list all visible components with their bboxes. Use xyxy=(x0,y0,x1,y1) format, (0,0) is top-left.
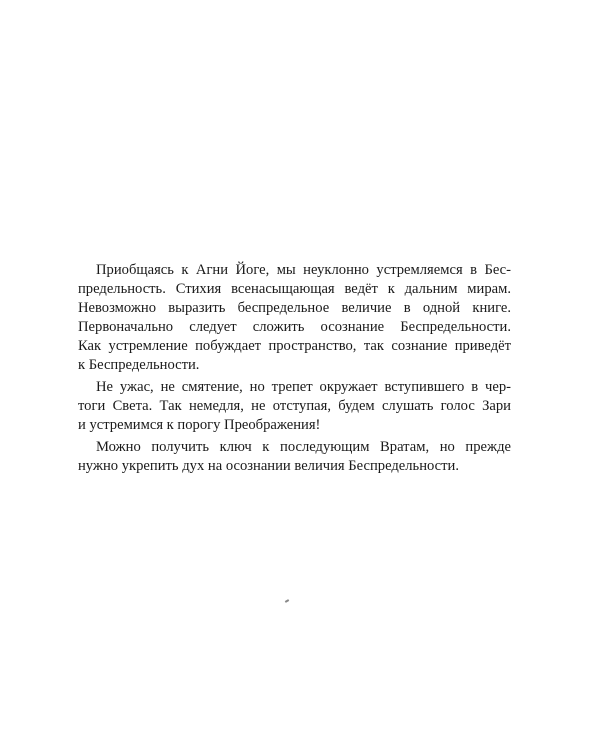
paragraph-3 xyxy=(78,438,511,476)
body-text xyxy=(78,261,511,479)
text-line: Невозможно выразить беспредельное величие в одной книге. xyxy=(78,300,511,316)
text-line: Первоначально следует сложить осознание Беспредельности. xyxy=(78,319,511,335)
text-line: Приобщаясь к Агни Йоге, мы неуклонно устремляемся в Бес- xyxy=(96,262,511,278)
text-line: к Беспредельности. xyxy=(78,357,200,373)
text-line: нужно укрепить дух на осознании величия Беспредельности. xyxy=(78,458,459,474)
text-line: предельность. Стихия всенасыщающая ведёт к дальним мирам. xyxy=(78,281,511,297)
paragraph-2 xyxy=(78,378,511,435)
scan-speck xyxy=(285,599,289,603)
paragraph-1 xyxy=(78,261,511,375)
text-line: и устремимся к порогу Преображения! xyxy=(78,417,321,433)
text-line: Как устремление побуждает пространство, так сознание приведёт xyxy=(78,338,511,354)
text-line: Можно получить ключ к последующим Вратам, но прежде xyxy=(96,439,511,455)
text-line: Не ужас, не смятение, но трепет окружает вступившего в чер- xyxy=(96,379,511,395)
text-line: тоги Света. Так немедля, не отступая, будем слушать голос Зари xyxy=(78,398,511,414)
